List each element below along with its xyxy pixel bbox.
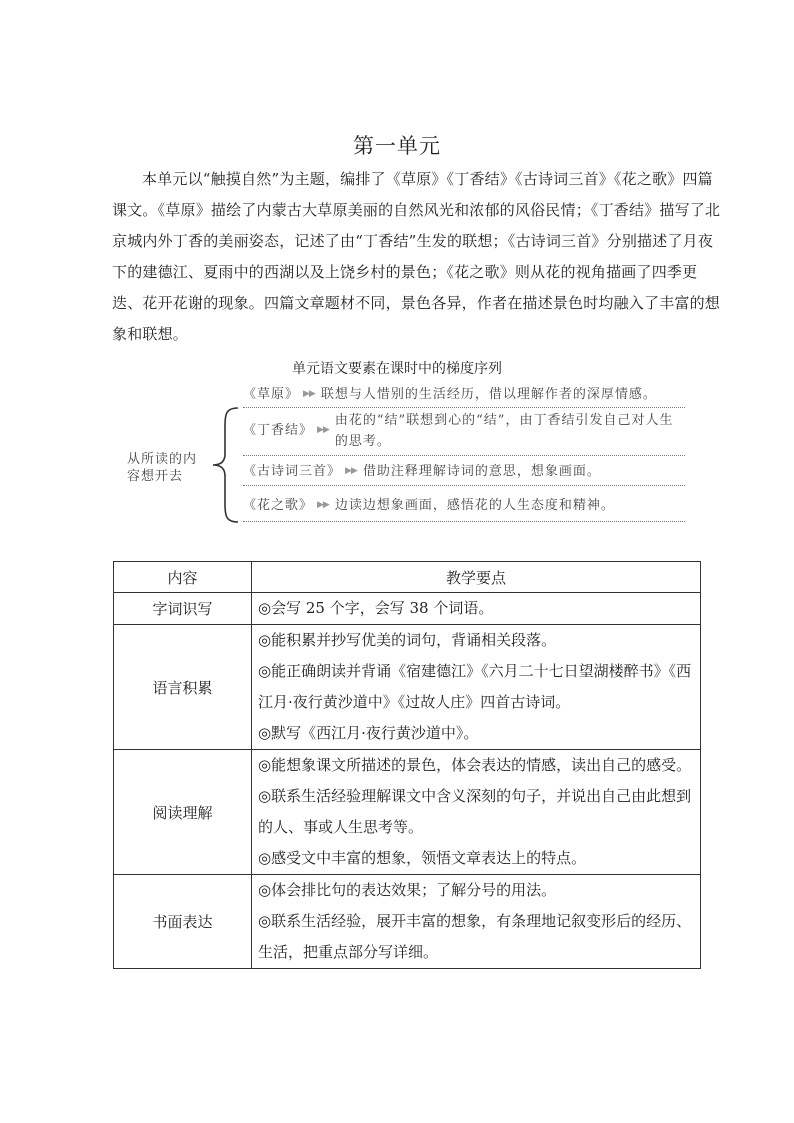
diagram-row-book: 《草原》 xyxy=(243,387,300,402)
table-row xyxy=(114,625,701,750)
page-title: 第一单元 xyxy=(353,134,441,158)
teaching-point: ◎能正确朗读并背诵《宿建德江》《六月二十七日望湖楼醉书》《西江月·夜行黄沙道中》《过故人庄》四首古诗词。 xyxy=(258,662,692,711)
diagram-side-label: 从所读的内容想开去 xyxy=(127,452,198,484)
diagram-row-book: 《丁香结》 xyxy=(243,423,314,438)
diagram-row xyxy=(243,461,685,486)
teaching-point: ◎联系生活经验理解课文中含义深刻的句子，并说出自己由此想到的人、事或人生思考等。 xyxy=(258,787,692,836)
table-row-points xyxy=(252,750,701,875)
teaching-point: ◎联系生活经验，展开丰富的想象，有条理地记叙变形后的经历、生活，把重点部分写详细。 xyxy=(258,912,692,961)
table-row-label: 语言积累 xyxy=(114,625,252,750)
diagram-row-text: 由花的“结”联想到心的“结”，由丁香结引发自己对人生的思考。 xyxy=(334,413,674,449)
teaching-point: ◎体会排比句的表达效果；了解分号的用法。 xyxy=(258,881,557,899)
diagram-row-book: 《花之歌》 xyxy=(243,498,314,513)
arrow-icon: ▶▶ xyxy=(317,425,329,435)
teaching-point: ◎感受文中丰富的想象，领悟文章表达上的特点。 xyxy=(258,849,587,867)
teaching-points-table xyxy=(113,561,701,969)
table-row-label: 字词识写 xyxy=(114,593,252,625)
table-row-label: 阅读理解 xyxy=(114,750,252,875)
diagram-row-text: 边读边想象画面，感悟花的人生态度和精神。 xyxy=(334,498,615,513)
table-row xyxy=(114,593,701,625)
arrow-icon: ▶▶ xyxy=(317,500,329,510)
diagram-row xyxy=(243,410,685,456)
teaching-point: ◎会写 25 个字，会写 38 个词语。 xyxy=(258,599,494,617)
table-row-points xyxy=(252,625,701,750)
intro-paragraph: 本单元以“触摸自然”为主题，编排了《草原》《丁香结》《古诗词三首》《花之歌》四篇课文。《草原》描绘了内蒙古大草原美丽的自然风光和浓郁的风俗民情；《丁香结》描写了北京城内外丁香的美丽姿态，记述了由“丁香结”生发的联想；《古诗词三首》分别描述了月夜下的建德江、夏雨中的西湖以及上饶乡村的景色；《花之歌》则从花的视角描画了四季更迭、花开花谢的现象。四篇文章题材不同，景色各异，作者在描述景色时均融入了丰富的想象和联想。 xyxy=(112,170,721,343)
arrow-icon: ▶▶ xyxy=(303,389,315,399)
table-header-cell: 内容 xyxy=(114,562,252,593)
curly-brace-icon xyxy=(210,406,240,524)
table-row xyxy=(114,750,701,875)
diagram-row xyxy=(243,384,685,408)
diagram-title: 单元语文要素在课时中的梯度序列 xyxy=(292,361,502,377)
table-row xyxy=(114,875,701,969)
diagram-row xyxy=(243,495,685,522)
table-header-cell: 教学要点 xyxy=(252,562,701,593)
teaching-point: ◎能积累并抄写优美的词句，背诵相关段落。 xyxy=(258,631,557,649)
table-row-points xyxy=(252,875,701,969)
table-row-points xyxy=(252,593,701,625)
diagram-row-text: 联想与人惜别的生活经历，借以理解作者的深厚情感。 xyxy=(320,387,657,402)
diagram-row-text: 借助注释理解诗词的意思，想象画面。 xyxy=(362,464,601,479)
table-row-label: 书面表达 xyxy=(114,875,252,969)
arrow-icon: ▶▶ xyxy=(345,466,357,476)
diagram-row-book: 《古诗词三首》 xyxy=(243,464,342,479)
table-header-row xyxy=(114,562,701,593)
teaching-point: ◎默写《西江月·夜行黄沙道中》。 xyxy=(258,724,479,742)
teaching-point: ◎能想象课文所描述的景色，体会表达的情感，读出自己的感受。 xyxy=(258,756,692,774)
